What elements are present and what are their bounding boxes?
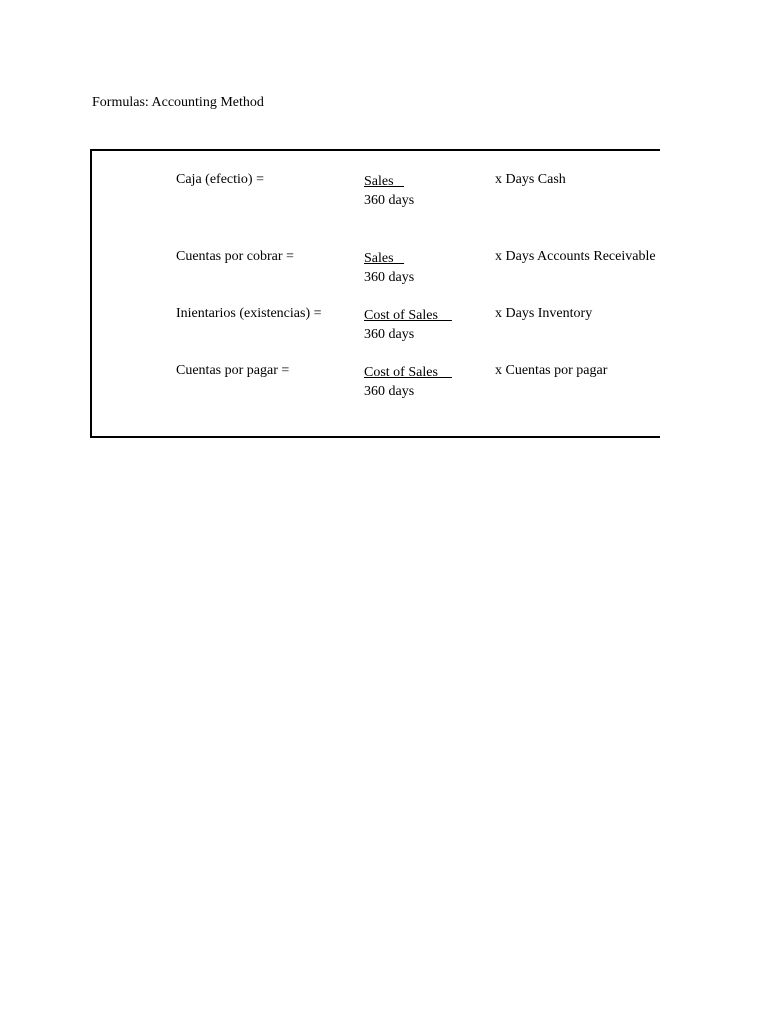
formula-fraction	[364, 306, 452, 344]
formula-row-receivables	[92, 249, 660, 289]
formula-result: x Days Accounts Receivable	[495, 249, 656, 264]
formula-numerator: Cost of Sales	[364, 365, 452, 380]
formula-box	[90, 149, 660, 438]
formula-numerator: Cost of Sales	[364, 308, 452, 323]
formula-fraction	[364, 363, 452, 401]
formula-label: Cuentas por pagar =	[176, 363, 290, 378]
formula-row-cash	[92, 172, 660, 212]
formula-result: x Days Cash	[495, 172, 566, 187]
formula-row-payables	[92, 363, 660, 403]
page-title: Formulas: Accounting Method	[92, 95, 264, 110]
formula-label: Inientarios (existencias) =	[176, 306, 322, 321]
formula-label: Caja (efectio) =	[176, 172, 264, 187]
formula-fraction	[364, 249, 414, 287]
formula-denominator: 360 days	[364, 193, 415, 208]
formula-numerator: Sales	[364, 251, 405, 266]
formula-numerator: Sales	[364, 174, 405, 189]
formula-result: x Days Inventory	[495, 306, 593, 321]
formula-denominator: 360 days	[364, 384, 415, 399]
formula-row-inventory	[92, 306, 660, 346]
formula-denominator: 360 days	[364, 270, 415, 285]
formula-label: Cuentas por cobrar =	[176, 249, 294, 264]
formula-result: x Cuentas por pagar	[495, 363, 608, 378]
formula-fraction	[364, 172, 414, 210]
formula-denominator: 360 days	[364, 327, 415, 342]
